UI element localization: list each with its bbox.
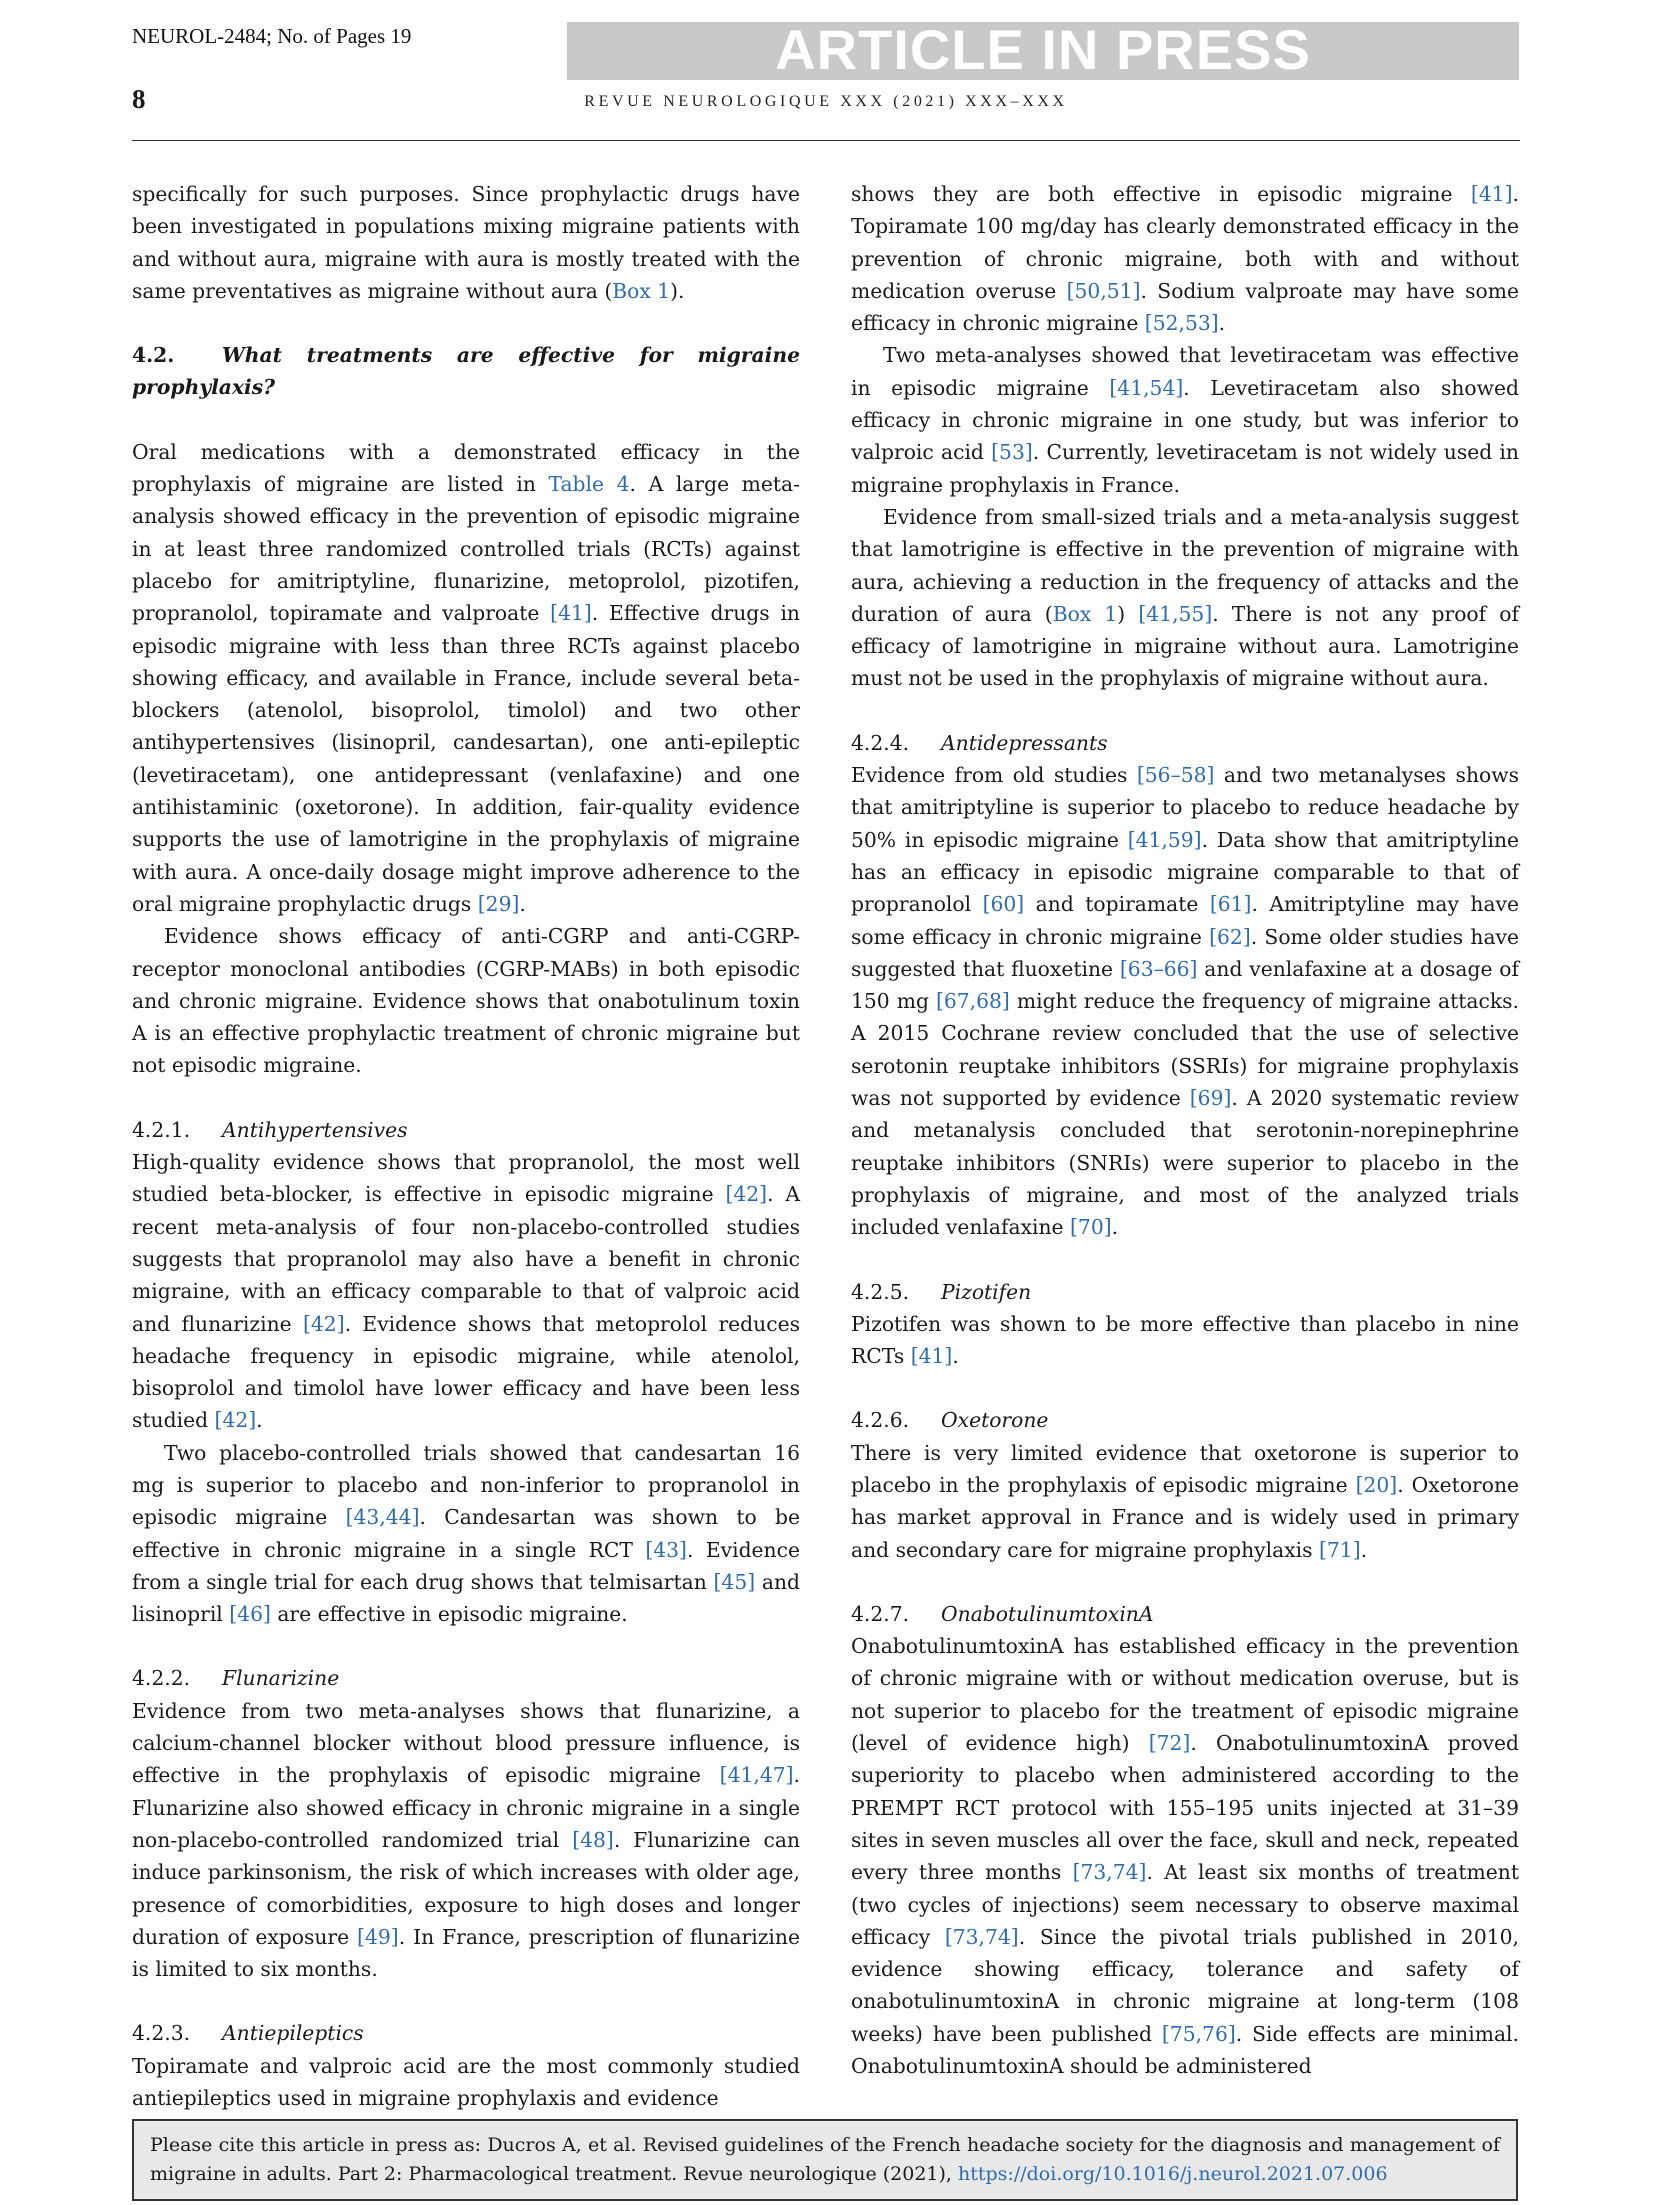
- section-number: 4.2.3.: [132, 2021, 191, 2046]
- doi-link[interactable]: https://doi.org/10.1016/j.neurol.2021.07.006: [958, 2163, 1388, 2185]
- text-run: and two metanalyses shows that amitriptyline is superior to placebo to reduce headache by 50% in episodic migraine: [851, 763, 1519, 852]
- right-column: [851, 178, 1519, 2098]
- paragraph-pizotifen: [851, 1308, 1519, 1373]
- paragraph-oxetorone: [851, 1437, 1519, 1566]
- text-run: . Some older studies have suggested that fluoxetine: [851, 924, 1520, 981]
- text-run: Oral medications with a demonstrated efficacy in the prophylaxis of migraine are listed in: [132, 439, 800, 497]
- left-column: [132, 178, 801, 2111]
- page-number: 8: [132, 84, 146, 114]
- citation-link[interactable]: [41,55]: [1138, 601, 1213, 626]
- paragraph-oral-medications: [132, 436, 800, 920]
- citation-link[interactable]: [73,74]: [944, 1924, 1019, 1949]
- text-run: ).: [670, 278, 685, 303]
- text-run: . A large meta-analysis showed efficacy in the prevention of episodic migraine in at least three randomized controlled trials (RCTs) against placebo for amitriptyline, flunarizine, metoprolol, pizotifen, propranolol, topiramate and valproate: [132, 472, 801, 626]
- citation-link[interactable]: [41,47]: [719, 1763, 794, 1788]
- citation-link[interactable]: [50,51]: [1066, 278, 1141, 303]
- section-heading-4-2: [132, 339, 800, 404]
- citation-link[interactable]: [73,74]: [1072, 1860, 1147, 1885]
- manuscript-id: NEUROL-2484; No. of Pages 19: [132, 24, 412, 48]
- citation-link[interactable]: [41,54]: [1109, 375, 1184, 400]
- citation-link[interactable]: [41]: [550, 601, 592, 626]
- text-run: OnabotulinumtoxinA has established efficacy in the prevention of chronic migraine with or without medication overuse, but is not superior to placebo for the treatment of episodic migraine (level of evidence high): [851, 1634, 1519, 1756]
- text-run: High-quality evidence shows that propranolol, the most well studied beta-blocker, is effective in episodic migraine: [132, 1150, 800, 1207]
- text-run: . Data show that amitriptyline has an efficacy in episodic migraine comparable to that of propranolol: [851, 827, 1520, 917]
- citation-link[interactable]: [75,76]: [1161, 2021, 1236, 2046]
- article-in-press-text: ARTICLE IN PRESS: [775, 18, 1311, 81]
- subsection-heading-4-2-3: [132, 2017, 800, 2049]
- box-link[interactable]: Box 1: [612, 278, 671, 303]
- section-title: Antihypertensives: [222, 1117, 408, 1142]
- section-title: What treatments are effective for migraine prophylaxis?: [132, 343, 800, 400]
- paragraph-cgrp: Evidence shows efficacy of anti-CGRP and anti-CGRP-receptor monoclonal antibodies (CGRP-MABs) in both episodic and chronic migraine. Evidence shows that onabotulinum toxin A is an effective prophylactic treatment of chronic migraine but not episodic migraine.: [132, 924, 800, 1078]
- text-run: Evidence from small-sized trials and a meta-analysis suggest that lamotrigine is effective in the prevention of migraine with aura, achieving a reduction in the frequency of attacks and the duration of aura (: [851, 504, 1519, 626]
- section-number: 4.2.2.: [132, 1666, 191, 1691]
- text-run: are effective in episodic migraine.: [270, 1602, 628, 1627]
- text-run: . At least six months of treatment (two cycles of injections) seem necessary to observe maximal efficacy: [851, 1860, 1519, 1949]
- section-title: Flunarizine: [222, 1666, 340, 1691]
- paragraph-antihypertensives: [132, 1146, 800, 1437]
- text-run: Two placebo-controlled trials showed that candesartan 16 mg is superior to placebo and non-inferior to propranolol in episodic migraine: [132, 1440, 800, 1530]
- subsection-heading-4-2-6: [851, 1404, 1519, 1436]
- citation-link[interactable]: [71]: [1318, 1537, 1361, 1562]
- table-link[interactable]: Table 4: [548, 472, 630, 497]
- text-run: . In France, prescription of flunarizine is limited to six months.: [132, 1924, 800, 1982]
- text-run: . A recent meta-analysis of four non-placebo-controlled studies suggests that propranolol may also have a benefit in chronic migraine, with an efficacy comparable to that of valproic acid and flunarizine: [132, 1182, 800, 1336]
- cite-this-article-box: [132, 2119, 1518, 2201]
- citation-link[interactable]: [20]: [1355, 1472, 1398, 1497]
- citation-link[interactable]: [46]: [229, 1602, 271, 1627]
- text-run: . OnabotulinumtoxinA proved superiority to placebo when administered according to the PREMPT RCT protocol with 155–195 units injected at 31–39 sites in seven muscles all over the face, skull and neck, repeated every three months: [851, 1731, 1519, 1885]
- text-run: Two meta-analyses showed that levetiracetam was effective in episodic migraine: [851, 343, 1519, 400]
- citation-link[interactable]: [42]: [214, 1408, 257, 1433]
- subsection-heading-4-2-1: [132, 1114, 800, 1146]
- text-run: . Oxetorone has market approval in France and is widely used in primary and secondary care for migraine prophylaxis: [851, 1472, 1520, 1562]
- text-run: Evidence from old studies: [851, 763, 1137, 788]
- text-run: . Side effects are minimal. OnabotulinumtoxinA should be administered: [851, 2021, 1519, 2079]
- text-run: might reduce the frequency of migraine attacks. A 2015 Cochrane review concluded that the use of selective serotonin reuptake inhibitors (SSRIs) for migraine prophylaxis was not supported by evidence: [851, 989, 1519, 1111]
- citation-link[interactable]: [63–66]: [1119, 956, 1198, 981]
- citation-link[interactable]: [70]: [1070, 1215, 1112, 1240]
- citation-link[interactable]: [69]: [1189, 1086, 1232, 1111]
- subsection-heading-4-2-2: [132, 1662, 800, 1694]
- text-run: . Flunarizine also showed efficacy in chronic migraine in a single non-placebo-controlled randomized trial: [132, 1763, 800, 1852]
- article-in-press-banner: [567, 18, 1519, 81]
- text-run: . Candesartan was shown to be effective in chronic migraine in a single RCT: [132, 1505, 800, 1562]
- section-number: 4.2.6.: [851, 1408, 910, 1433]
- citation-link[interactable]: [29]: [477, 891, 520, 916]
- text-run: and venlafaxine at a dosage of 150 mg: [851, 956, 1520, 1014]
- text-run: . Effective drugs in episodic migraine with less than three RCTs against placebo showing efficacy, and available in France, include several beta-blockers (atenolol, bisoprolol, timolol) and two other antihypertensives (lisinopril, candesartan), one anti-epileptic (levetiracetam), one antidepressant (venlafaxine) and one antihistaminic (oxetorone). In addition, fair-quality evidence supports the use of lamotrigine in the prophylaxis of migraine with aura. A once-daily dosage might improve adherence to the oral migraine prophylactic drugs: [132, 601, 800, 916]
- section-number: 4.2.5.: [851, 1279, 910, 1304]
- citation-link[interactable]: [42]: [302, 1311, 345, 1336]
- box-link[interactable]: Box 1: [1052, 601, 1118, 626]
- citation-link[interactable]: [62]: [1209, 924, 1251, 949]
- subsection-heading-4-2-5: [851, 1276, 1519, 1308]
- citation-link[interactable]: [48]: [572, 1827, 614, 1852]
- paragraph-flunarizine: [132, 1695, 800, 1986]
- journal-running-head: REVUE NEUROLOGIQUE XXX (2021) XXX–XXX: [584, 93, 1068, 110]
- paragraph-levetiracetam: [851, 339, 1519, 500]
- text-run: .: [1111, 1215, 1119, 1240]
- citation-link[interactable]: [45]: [713, 1569, 756, 1594]
- text-run: . Sodium valproate may have some efficacy in chronic migraine: [851, 278, 1519, 336]
- text-run: Evidence from two meta-analyses shows that flunarizine, a calcium-channel blocker without blood pressure influence, is effective in the prophylaxis of episodic migraine: [132, 1698, 800, 1788]
- paragraph-candesartan: [132, 1437, 800, 1631]
- text-run: . Levetiracetam also showed efficacy in chronic migraine in one study, but was inferior to valproic acid: [851, 375, 1519, 465]
- section-number: 4.2.7.: [851, 1601, 910, 1626]
- citation-link[interactable]: [49]: [357, 1924, 399, 1949]
- paragraph-topiramate: [851, 178, 1519, 339]
- subsection-heading-4-2-7: [851, 1598, 1519, 1630]
- text-run: ): [1117, 601, 1139, 626]
- paragraph-antidepressants: [851, 759, 1519, 1243]
- text-run: and lisinopril: [132, 1569, 800, 1627]
- paragraph-onabotulinumtoxina: [851, 1630, 1519, 2082]
- section-title: Pizotifen: [941, 1279, 1032, 1304]
- text-run: There is very limited evidence that oxetorone is superior to placebo in the prophylaxis of episodic migraine: [851, 1440, 1519, 1497]
- section-title: Oxetorone: [941, 1408, 1049, 1433]
- text-run: . There is not any proof of efficacy of lamotrigine in migraine without aura. Lamotrigine must not be used in the prophylaxis of migraine without aura.: [851, 601, 1520, 691]
- section-title: OnabotulinumtoxinA: [941, 1601, 1154, 1626]
- text-run: . Evidence from a single trial for each drug shows that telmisartan: [132, 1537, 800, 1594]
- section-number: 4.2.4.: [851, 730, 910, 755]
- cite-text: Please cite this article in press as: Ducros A, et al. Revised guidelines of the French headache society for the diagnosis and management of migraine in adults. Part 2: Pharmacological treatment. Revue neurologique (2021),: [150, 2134, 1500, 2185]
- text-run: specifically for such purposes. Since prophylactic drugs have been investigated in populations mixing migraine patients with and without aura, migraine with aura is mostly treated with the same preventatives as migraine without aura (: [132, 182, 800, 303]
- citation-link[interactable]: [41]: [1470, 182, 1513, 206]
- text-run: . Flunarizine can induce parkinsonism, the risk of which increases with older age, presence of comorbidities, exposure to high doses and longer duration of exposure: [132, 1827, 801, 1949]
- citation-link[interactable]: [42]: [725, 1182, 768, 1207]
- text-run: shows they are both effective in episodic migraine: [851, 182, 1471, 206]
- text-run: and topiramate: [1024, 892, 1210, 917]
- citation-link[interactable]: [67,68]: [935, 989, 1010, 1014]
- text-run: .: [952, 1344, 959, 1369]
- text-run: . Evidence shows that metoprolol reduces headache frequency in episodic migraine, while atenolol, bisoprolol and timolol have lower efficacy and have been less studied: [132, 1311, 800, 1433]
- section-title: Antiepileptics: [222, 2021, 364, 2046]
- text-run: .: [1218, 311, 1226, 336]
- section-title: Antidepressants: [941, 730, 1108, 755]
- citation-link[interactable]: [43]: [645, 1537, 687, 1562]
- citation-link[interactable]: [43,44]: [345, 1505, 420, 1530]
- section-number: 4.2.1.: [132, 1117, 191, 1142]
- citation-link[interactable]: [56–58]: [1136, 763, 1215, 788]
- text-run: .: [1360, 1537, 1368, 1562]
- text-run: . Topiramate 100 mg/day has clearly demonstrated efficacy in the prevention of chronic migraine, both with and without medication overuse: [851, 182, 1519, 303]
- citation-link[interactable]: [41,59]: [1127, 827, 1202, 852]
- paragraph-lamotrigine: [851, 501, 1519, 695]
- text-run: .: [256, 1408, 263, 1433]
- text-run: . Currently, levetiracetam is not widely used in migraine prophylaxis in France.: [851, 440, 1519, 497]
- text-run: . Since the pivotal trials published in 2010, evidence showing efficacy, tolerance and safety of onabotulinumtoxinA in chronic migraine at long-term (108 weeks) have been published: [851, 1924, 1519, 2046]
- text-run: . Amitriptyline may have some efficacy in chronic migraine: [851, 892, 1520, 949]
- citation-link[interactable]: [72]: [1148, 1731, 1191, 1756]
- citation-link[interactable]: [41]: [910, 1344, 953, 1369]
- paragraph-continued: [132, 178, 800, 307]
- citation-link[interactable]: [52,53]: [1144, 311, 1219, 336]
- text-run: . A 2020 systematic review and metanalysis concluded that serotonin-norepinephrine reuptake inhibitors (SNRIs) were superior to placebo in the prophylaxis of migraine, and most of the analyzed trials included venlafaxine: [851, 1086, 1519, 1240]
- paragraph-antiepileptics: Topiramate and valproic acid are the most commonly studied antiepileptics used in migraine prophylaxis and evidence: [132, 2053, 800, 2111]
- citation-link[interactable]: [60]: [982, 892, 1025, 917]
- citation-link[interactable]: [61]: [1209, 892, 1252, 917]
- subsection-heading-4-2-4: [851, 727, 1519, 759]
- citation-link[interactable]: [53]: [991, 440, 1033, 465]
- text-run: .: [519, 891, 526, 916]
- header-divider: [132, 140, 1520, 141]
- text-run: Pizotifen was shown to be more effective than placebo in nine RCTs: [851, 1311, 1519, 1369]
- section-number: 4.2.: [132, 343, 175, 368]
